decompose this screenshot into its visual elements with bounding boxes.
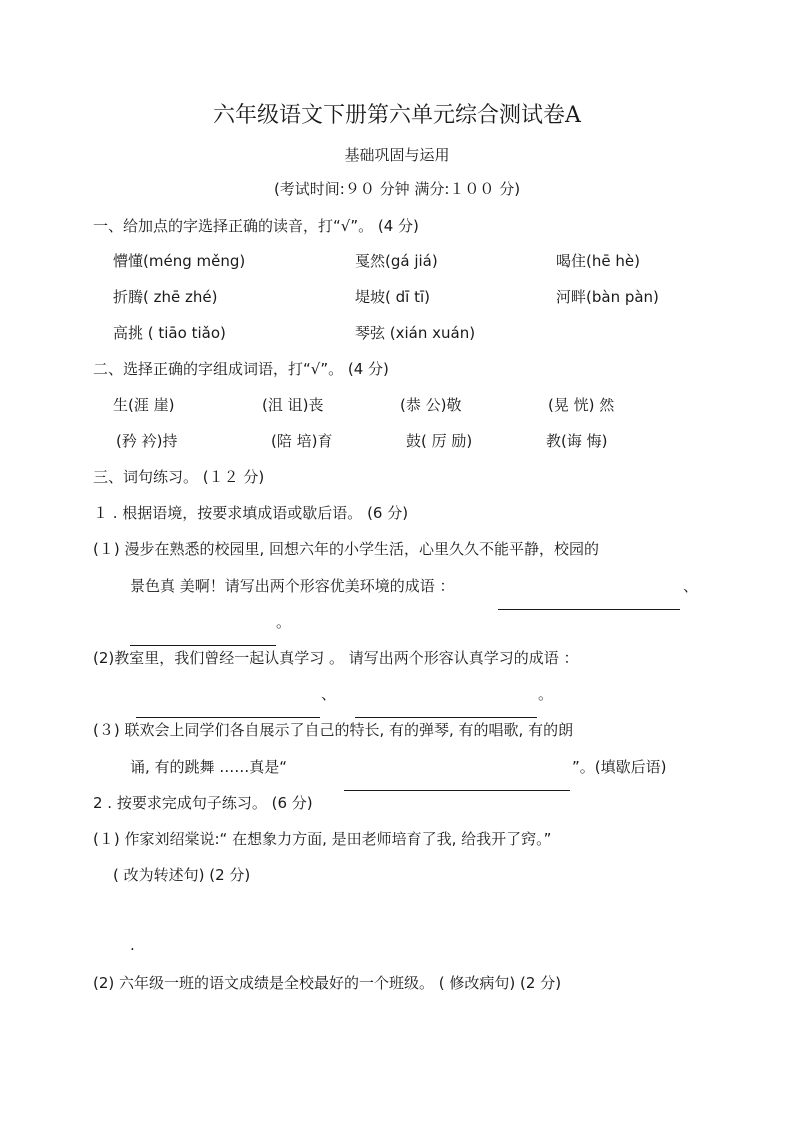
section1-row-1: [0, 254, 794, 274]
q1-p2-line1: [0, 651, 794, 671]
q1-p1-text: 景色真 美啊！请写出两个形容优美环境的成语 ：: [130, 577, 455, 595]
answer-blank[interactable]: [130, 631, 276, 646]
q2-heading: 2 . 按要求完成句子练习。 (6 分): [93, 794, 313, 812]
pinyin-item: 戛然(gá jiá): [355, 252, 438, 270]
answer-blank[interactable]: [355, 703, 537, 718]
answer-mark: .: [130, 936, 135, 954]
q2-heading-row: [0, 796, 794, 816]
exam-info: (考试时间:９０ 分钟 满分:１００ 分): [273, 180, 521, 198]
q1-p3-line2: [0, 760, 794, 780]
section1-row-2: [0, 290, 794, 310]
section3-heading-row: [0, 470, 794, 490]
q1-p3-text: (３) 联欢会上同学们各自展示了自己的特长, 有的弹琴, 有的唱歌, 有的朗: [93, 721, 574, 739]
answer-blank[interactable]: [136, 703, 320, 718]
pinyin-item: 喝住(hē hè): [556, 252, 640, 270]
answer-blank[interactable]: [344, 776, 570, 791]
q1-p2-line2: [0, 687, 794, 707]
section1-row-3: [0, 326, 794, 346]
q1-p2-text: (2)教室里，我们曾经一起认真学习 。 请写出两个形容认真学习的成语 ：: [93, 649, 579, 667]
section2-row-2: [0, 434, 794, 454]
q1-p1-text: (１) 漫步在熟悉的校园里, 回想六年的小学生活，心里久久不能平静，校园的: [93, 540, 600, 558]
section1-heading-row: [0, 219, 794, 239]
q2-p2-line1: [0, 976, 794, 996]
word-choice-item: 鼓( 厉 励): [406, 432, 473, 450]
q1-p1-line3: [0, 615, 794, 635]
q2-p1-line2: [0, 868, 794, 888]
period: 。: [276, 613, 292, 631]
q2-p1-answer-line[interactable]: [0, 938, 794, 958]
section2-heading: 二、选择正确的字组成词语，打“√”。 (4 分): [93, 360, 389, 378]
q2-p1-text: (１) 作家刘绍棠说:“ 在想象力方面, 是田老师培育了我, 给我开了窍。”: [93, 830, 552, 848]
q2-p1-line1: [0, 832, 794, 852]
q1-p3-text: ”。(填歇后语): [572, 758, 667, 776]
separator: 、: [683, 577, 699, 595]
section3-heading: 三、词句练习。 (１２ 分): [93, 468, 265, 486]
word-choice-item: (矜 衿)持: [116, 432, 178, 450]
separator: 、: [321, 685, 337, 703]
word-choice-item: (陪 培)育: [271, 432, 333, 450]
q1-p1-line2: [0, 579, 794, 599]
pinyin-item: 折腾( zhē zhé): [113, 288, 218, 306]
pinyin-item: 琴弦 (xián xuán): [355, 324, 476, 342]
q1-heading: １ . 根据语境，按要求填成语或歇后语。 (6 分): [93, 504, 409, 522]
pinyin-item: 河畔(bàn pàn): [556, 288, 659, 306]
section1-heading: 一、给加点的字选择正确的读音，打“√”。 (4 分): [93, 217, 419, 235]
q2-p2-text: (2) 六年级一班的语文成绩是全校最好的一个班级。 ( 修改病句) (2 分): [93, 974, 562, 992]
q2-p1-text: ( 改为转述句) (2 分): [113, 866, 251, 884]
pinyin-item: 懵懂(méng měng): [113, 252, 246, 270]
q1-p1-line1: [0, 542, 794, 562]
word-choice-item: 教(诲 悔): [546, 432, 608, 450]
q1-p3-line1: [0, 723, 794, 743]
answer-blank[interactable]: [498, 595, 680, 610]
section2-heading-row: [0, 362, 794, 382]
word-choice-item: 生(涯 崖): [113, 396, 175, 414]
pinyin-item: 高挑 ( tiāo tiǎo): [113, 324, 226, 342]
pinyin-item: 堤坡( dī tī): [355, 288, 430, 306]
page-subtitle: 基础巩固与运用: [344, 146, 450, 164]
word-choice-item: (沮 诅)丧: [262, 396, 324, 414]
word-choice-item: (恭 公)敬: [400, 396, 462, 414]
q1-p3-text: 诵, 有的跳舞 ……真是“: [130, 758, 288, 776]
q1-heading-row: [0, 506, 794, 526]
period: 。: [538, 685, 554, 703]
word-choice-item: (晃 恍) 然: [548, 396, 615, 414]
page-title: 六年级语文下册第六单元综合测试卷A: [213, 103, 581, 128]
section2-row-1: [0, 398, 794, 418]
